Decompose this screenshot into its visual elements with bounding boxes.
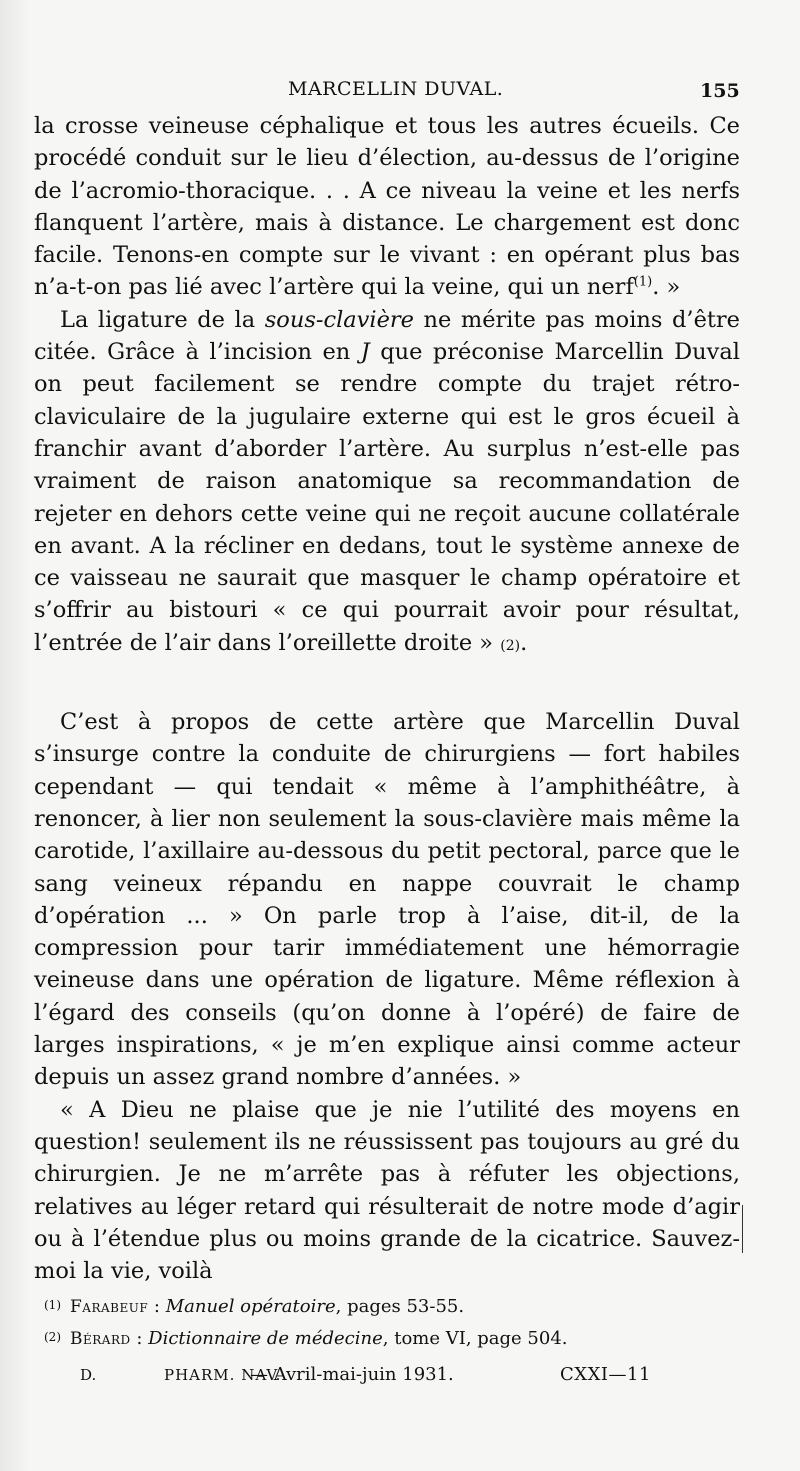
paragraph-4-text: « A Dieu ne plaise que je nie l’utilité des moyens en question! seulement ils ne réussissent pas toujours au gré du chirurgien. Je ne m’arrête pas à réfuter les objections, relatives au léger retard qui résulterait de notre mode d’agir ou à l’étendue plus ou moins grande de la cicatrice. Sauvez-moi la vie, voilà xyxy=(34,1096,740,1285)
footer-sheet-mark: CXXI—11 xyxy=(560,1364,651,1385)
paragraph-2 xyxy=(34,304,740,662)
footnote-1 xyxy=(44,1290,734,1322)
paragraph-2-post: que préconise Marcellin Duval on peut facilement se rendre compte du trajet rétro-claviculaire de la jugulaire externe qui est le gros écueil à franchir avant d’aborder l’artère. Au surplus n’est-elle pas vraiment de raison anatomique sa recommandation de rejeter en dehors cette veine qui ne reçoit aucune collatérale en avant. A la récliner en dedans, tout le système annexe de ce vaisseau ne saurait que masquer le champ opératoire et s’offrir au bistouri « ce qui pourrait avoir pour résultat, l’entrée de l’air dans l’oreillette droite » xyxy=(34,339,740,656)
footnote-2-title: Dictionnaire de médecine xyxy=(148,1328,383,1349)
paragraph-2-tail: . xyxy=(520,629,528,656)
paragraph-1-tail: . » xyxy=(652,274,681,301)
footnote-ref-2: (2) xyxy=(500,637,521,654)
page-footer xyxy=(80,1366,700,1392)
page-number: 155 xyxy=(700,80,740,102)
paragraph-3 xyxy=(34,706,740,1094)
footer-journal: PHARM. NAV. xyxy=(164,1366,282,1384)
paragraph-3-text: C’est à propos de cette artère que Marcellin Duval s’insurge contre la conduite de chirurgiens — fort habiles cependant — qui tendait « même à l’amphithéâtre, à renoncer, à lier non seulement la sous-clavière mais même la carotide, l’axillaire au-dessous du petit pectoral, parce que le sang veineux répandu en nappe couvrait le champ d’opération ... » On parle trop à l’aise, dit-il, de la compression pour tarir immédiatement une hémorragie veineuse dans une opération de ligature. Même réflexion à l’égard des conseils (qu’on donne à l’opéré) de faire de larges inspirations, « je m’en explique ainsi comme acteur depuis un assez grand nombre d’années. » xyxy=(34,709,740,1091)
paragraph-4 xyxy=(34,1094,740,1288)
footnote-1-author: Farabeuf xyxy=(70,1297,149,1317)
footnote-2-author: Bérard xyxy=(70,1329,131,1349)
footnote-2 xyxy=(44,1322,734,1354)
footnote-1-rest: , pages 53-55. xyxy=(335,1296,465,1317)
margin-rule xyxy=(742,1205,743,1253)
running-head xyxy=(0,74,800,106)
paragraph-2-italic-letter: J xyxy=(360,339,370,366)
footer-date: — Avril-mai-juin 1931. xyxy=(250,1364,454,1385)
paragraph-1-text: la crosse veineuse céphalique et tous les autres écueils. Ce procédé conduit sur le lieu d’élection, au-dessus de l’origine de l’acromio-thoracique. . . A ce niveau la veine et les nerfs flanquent l’artère, mais à distance. Le chargement est donc facile. Tenons-en compte sur le vivant : en opérant plus bas n’a-t-on pas lié avec l’artère qui la veine, qui un nerf xyxy=(34,113,740,301)
paragraph-2-pre: La ligature de la xyxy=(60,306,265,333)
footnote-2-mark: (2) xyxy=(44,1330,61,1344)
paragraph-gap xyxy=(34,662,740,706)
footer-signature: D. xyxy=(80,1366,97,1384)
paragraph-2-mid: ne mérite pas moins d’être citée. Grâce à l’incision en xyxy=(34,306,740,366)
footnote-ref-1: (1) xyxy=(633,274,653,290)
footnote-1-mark: (1) xyxy=(44,1298,61,1312)
running-title: MARCELLIN DUVAL. xyxy=(288,78,504,100)
paragraph-2-italic-term: sous-clavière xyxy=(264,306,414,333)
footnote-2-separator: : xyxy=(130,1328,149,1349)
body-text xyxy=(34,110,740,1287)
footnote-2-rest: , tome VI, page 504. xyxy=(382,1328,568,1349)
footnotes xyxy=(44,1290,734,1354)
paragraph-1 xyxy=(34,110,740,304)
scan-margin-shadow xyxy=(0,0,30,1471)
footnote-1-separator: : xyxy=(148,1296,166,1317)
footnote-1-title: Manuel opératoire xyxy=(165,1296,336,1317)
